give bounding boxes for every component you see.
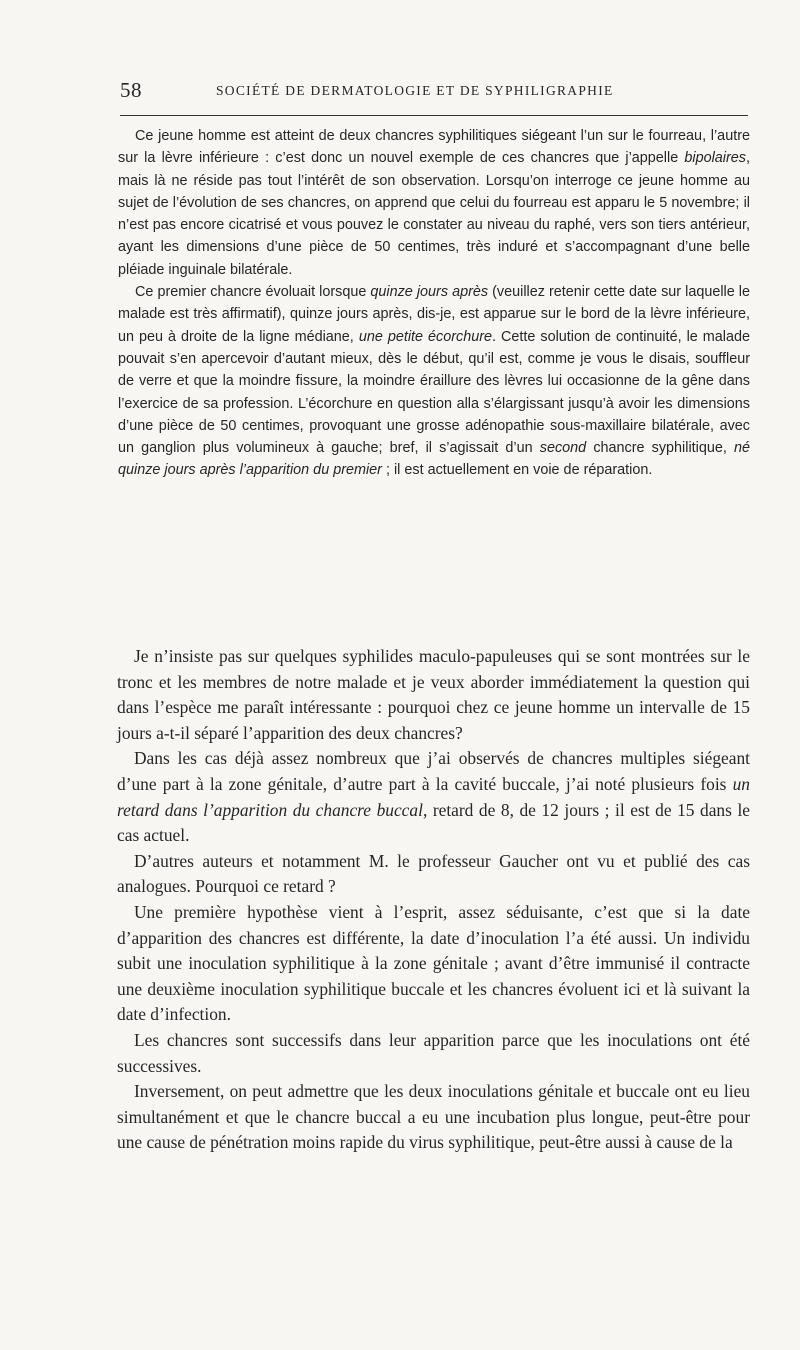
paragraph bbox=[118, 125, 750, 281]
text-run: Inversement, on peut admettre que les deux inoculations génitale et buccale ont eu lieu simultanément et que le chancre buccal a eu une incubation plus longue, peut-être pour une cause de pénétration moins rapide du virus syphilitique, peut-être aussi à cause de la bbox=[117, 1081, 750, 1153]
running-title: SOCIÉTÉ DE DERMATOLOGIE ET DE SYPHILIGRAPHIE bbox=[216, 83, 614, 98]
paragraph bbox=[117, 644, 750, 746]
paragraph bbox=[117, 1079, 750, 1156]
paragraph bbox=[117, 849, 750, 900]
page-number: 58 bbox=[120, 78, 142, 102]
text-run: Ce jeune homme est atteint de deux chancres syphilitiques siégeant l’un sur le fourreau, l’autre sur la lèvre inférieure : c’est donc un nouvel exemple de ces chancres que j’appelle bbox=[118, 128, 750, 167]
italic-text: un retard dans l’apparition du chancre buccal bbox=[117, 773, 750, 820]
text-run: , retard de 8, de 12 jours ; il est de 15 dans le cas actuel. bbox=[117, 799, 750, 846]
text-run: D’autres auteurs et notamment M. le professeur Gaucher ont vu et publié des cas analogues. Pourquoi ce retard ? bbox=[117, 850, 750, 897]
paragraph bbox=[117, 1028, 750, 1079]
paragraph bbox=[117, 900, 750, 1028]
text-run: Les chancres sont successifs dans leur apparition parce que les inoculations ont été successives. bbox=[117, 1029, 750, 1076]
paragraph bbox=[118, 281, 750, 482]
italic-text: une petite écorchure bbox=[358, 328, 493, 345]
text-run: ; il est actuellement en voie de réparation. bbox=[381, 462, 653, 479]
text-run: chancre syphilitique, bbox=[586, 440, 734, 457]
italic-text: quinze jours après bbox=[370, 284, 489, 301]
header-rule bbox=[120, 115, 748, 116]
text-run: . Cette solution de continuité, le malade pouvait s’en apercevoir d’autant mieux, dès le début, qu’il est, comme je vous le disais, souffleur de verre et que la moindre fissure, la moindre éraillure des lèvres lui occasionne de la gêne dans l’exercice de sa profession. L’écorchure en question alla s’élargissant jusqu’à avoir les dimensions d’une pièce de 50 centimes, provoquant une grosse adénopathie sous-maxillaire bilatérale, avec un ganglion plus volumineux à gauche; bref, il s’agissait d’un bbox=[118, 328, 750, 457]
paragraph bbox=[117, 746, 750, 848]
main-text-section bbox=[117, 644, 750, 1156]
page-header bbox=[120, 78, 748, 104]
italic-text: né quinze jours après l’apparition du premier bbox=[118, 440, 751, 479]
text-run: Ce premier chancre évoluait lorsque bbox=[135, 284, 371, 301]
text-run: , mais là ne réside pas tout l’intérêt de son observation. Lorsqu’on interroge ce jeune homme au sujet de l’évolution de ses chancres, on apprend que celui du fourreau est apparu le 5 novembre; il n’est pas encore cicatrisé et vous pouvez le constater au niveau du raphé, vers son tiers antérieur, ayant les dimensions d’une pièce de 50 centimes, très induré et s’accompagnant d’une belle pléiade inguinale bilatérale. bbox=[118, 150, 750, 278]
text-run: (veuillez retenir cette date sur laquelle le malade est très affirmatif), quinze jours après, dis-je, est apparue sur le bord de la lèvre inférieure, un peu à droite de la ligne médiane, bbox=[118, 284, 750, 345]
text-run: Je n’insiste pas sur quelques syphilides maculo-papuleuses qui se sont montrées sur le tronc et les membres de notre malade et je veux aborder immédiatement la question qui dans l’espèce me paraît intéressante : pourquoi chez ce jeune homme un intervalle de 15 jours a-t-il séparé l’apparition des deux chancres? bbox=[117, 646, 750, 743]
text-run: Une première hypothèse vient à l’esprit, assez séduisante, c’est que si la date d’apparition des chancres est différente, la date d’inoculation l’a été aussi. Un individu subit une inoculation syphilitique à la zone génitale ; avant d’être immunisé il contracte une deuxième inoculation syphilitique buccale et les chancres évoluent ici et là suivant la date d’infection. bbox=[117, 901, 750, 1025]
italic-text: bipolaires bbox=[684, 150, 746, 167]
text-run: Dans les cas déjà assez nombreux que j’ai observés de chancres multiples siégeant d’une part à la zone génitale, d’autre part à la cavité buccale, j’ai noté plusieurs fois bbox=[117, 748, 750, 794]
small-print-section bbox=[118, 125, 750, 482]
italic-text: second bbox=[539, 440, 587, 457]
